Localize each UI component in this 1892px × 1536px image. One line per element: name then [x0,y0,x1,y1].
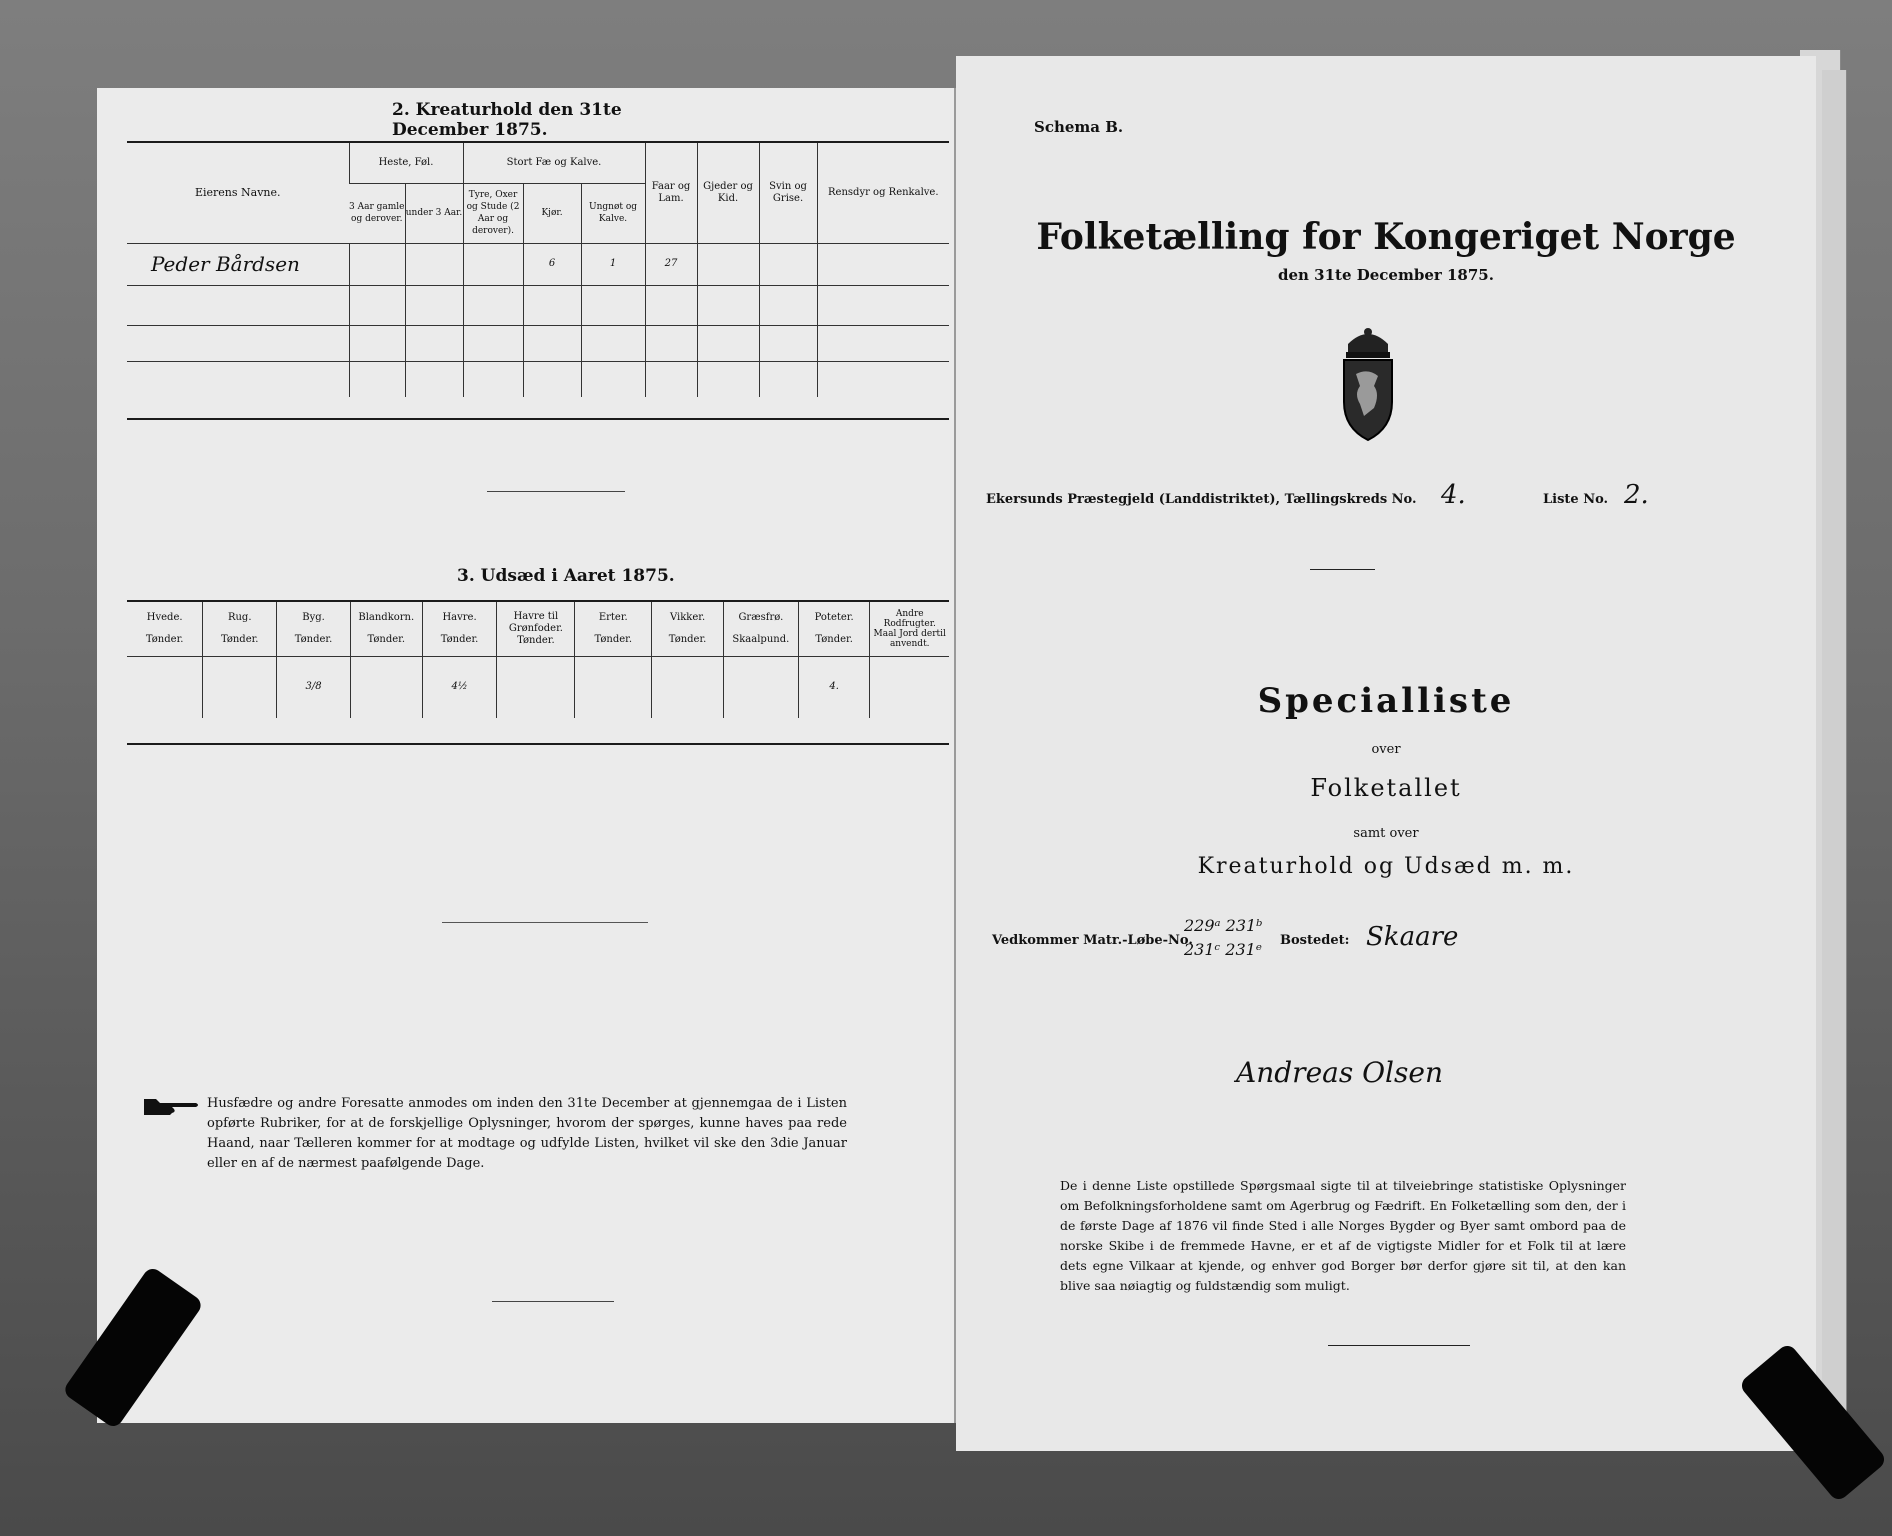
left-page [97,88,954,1423]
section3-title: 3. Udsæd i Aaret 1875. [457,566,675,586]
col-gjeder: Gjeder og Kid. [697,143,759,243]
over-text: over [1371,742,1401,757]
table-row [127,285,949,325]
samt-over-text: samt over [1353,826,1419,841]
liste-number: 2. [1624,480,1649,510]
document-title: Folketælling for Kongeriget Norge [1036,216,1736,258]
udsaed-havre-cell: 4½ [422,656,497,718]
pointing-hand-icon [142,1095,200,1119]
bosted-value: Skaare [1366,922,1459,952]
heste-b-cell [405,243,463,285]
udsaed-poteter-cell: 4. [798,656,870,718]
faar-cell: 27 [645,243,697,285]
udsaed-erter-cell [575,656,652,718]
specialliste-heading: Specialliste [1257,681,1515,721]
udsaed-col-andre: Andre Rodfrugter. Maal Jord dertil anvendt. [870,602,949,656]
udsaed-col-byg: Byg. Tønder. [277,602,351,656]
col-stort-fae: Stort Fæ og Kalve. [463,143,645,183]
schema-label: Schema B. [1034,118,1124,136]
udsaed-col-vikker: Vikker. Tønder. [652,602,724,656]
info-paragraph: De i denne Liste opstillede Spørgsmaal sigte til at tilveiebringe statistiske Oplysninger om Befolkningsforholdene samt om Agerbrug og Fædrift. En Folketælling som den, der i de første Dage af 1876 vil finde Sted i alle Norges Bygder og Byer samt ombord paa de norske Skibe i de fremmede Havne, er et af de vigtigste Midler for et Folk til at lære dets egne Vilkaar at kjende, og enhver god Borger bør derfor gjøre sit til, at den kan blive saa nøiagtig og fuldstændig som muligt. [1060,1178,1626,1293]
divider [442,922,648,923]
udsaed-col-erter: Erter. Tønder. [575,602,652,656]
udsaed-rug-cell [203,656,277,718]
bosted-label: Bostedet: [1280,933,1350,948]
table-row [127,325,949,361]
col-faar: Faar og Lam. [645,143,697,243]
fae-a-cell [463,243,523,285]
col-svin: Svin og Grise. [759,143,817,243]
table-row [127,243,949,285]
col-fae-c: Ungnøt og Kalve. [581,183,645,243]
notice-text: Husfædre og andre Foresatte anmodes om inden den 31te December at gjennemgaa de i Listen opførte Rubriker, for at de forskjellige Oplysninger, hvorom der spørges, kunne haves paa rede Haand, naar Tælleren kommer for at modtage og udfylde Listen, hvilket vil ske den 3die Januar eller en af de nærmest paafølgende Dage. [207,1096,847,1171]
udsaed-col-blandkorn: Blandkorn. Tønder. [350,602,422,656]
udsaed-col-rug: Rug. Tønder. [203,602,277,656]
col-heste-a: 3 Aar gamle og derover. [349,202,405,224]
col-owner: Eierens Navne. [194,185,281,199]
gjeder-cell [697,243,759,285]
svin-cell [759,243,817,285]
district-label: Ekersunds Præstegjeld (Landdistriktet), Tællingskreds No. [986,492,1417,507]
col-fae-b: Kjør. [523,183,581,243]
udsaed-bottom-rule [127,743,949,745]
udsaed-table [127,602,949,718]
divider [1328,1345,1470,1346]
matr-label: Vedkommer Matr.-Løbe-No. [992,933,1193,948]
col-fae-a: Tyre, Oxer og Stude (2 Aar og derover). [463,183,523,243]
section2-title: 2. Kreaturhold den 31te December 1875. [392,100,622,140]
heste-a-cell [349,243,405,285]
kreaturhold-text: Kreaturhold og Udsæd m. m. [1197,854,1575,879]
divider [1310,569,1375,570]
udsaed-byg-cell: 3/8 [277,656,351,718]
udsaed-gronfoder-cell [497,656,575,718]
udsaed-blandkorn-cell [350,656,422,718]
table-row [127,361,949,397]
divider [487,491,625,492]
table-row [127,656,949,718]
udsaed-header-row [127,602,949,656]
udsaed-col-poteter: Poteter. Tønder. [798,602,870,656]
udsaed-col-havre-gronfoder: Havre til Grønfoder. Tønder. [497,602,575,656]
owner-cell: Peder Bårdsen [151,252,300,276]
col-rensdyr: Rensdyr og Renkalve. [817,143,949,243]
document-subtitle: den 31te December 1875. [1278,266,1494,284]
udsaed-col-havre: Havre. Tønder. [422,602,497,656]
matr-value-2: 231ᶜ 231ᵉ [1184,940,1262,959]
ungnot-cell: 1 [581,243,645,285]
kjor-cell: 6 [523,243,581,285]
matr-value-1: 229ᵃ 231ᵇ [1184,916,1263,935]
folketallet-text: Folketallet [1310,774,1462,802]
kreds-number: 4. [1441,480,1466,510]
divider [492,1301,614,1302]
right-page [956,56,1816,1451]
col-heste-b: under 3 Aar. [405,183,463,243]
signature: Andreas Olsen [1236,1056,1443,1089]
udsaed-hvede-cell [127,656,203,718]
liste-label: Liste No. [1543,492,1609,507]
page-stack-edge [1822,70,1847,1450]
table-bottom-rule [127,418,949,420]
udsaed-col-graesfro: Græsfrø. Skaalpund. [723,602,798,656]
coat-of-arms-icon [1330,324,1406,442]
udsaed-graesfro-cell [723,656,798,718]
rensdyr-cell [817,243,949,285]
col-heste: Heste, Føl. [349,143,463,183]
udsaed-vikker-cell [652,656,724,718]
livestock-table [127,143,949,397]
udsaed-col-hvede: Hvede. Tønder. [145,611,184,645]
udsaed-andre-cell [870,656,949,718]
